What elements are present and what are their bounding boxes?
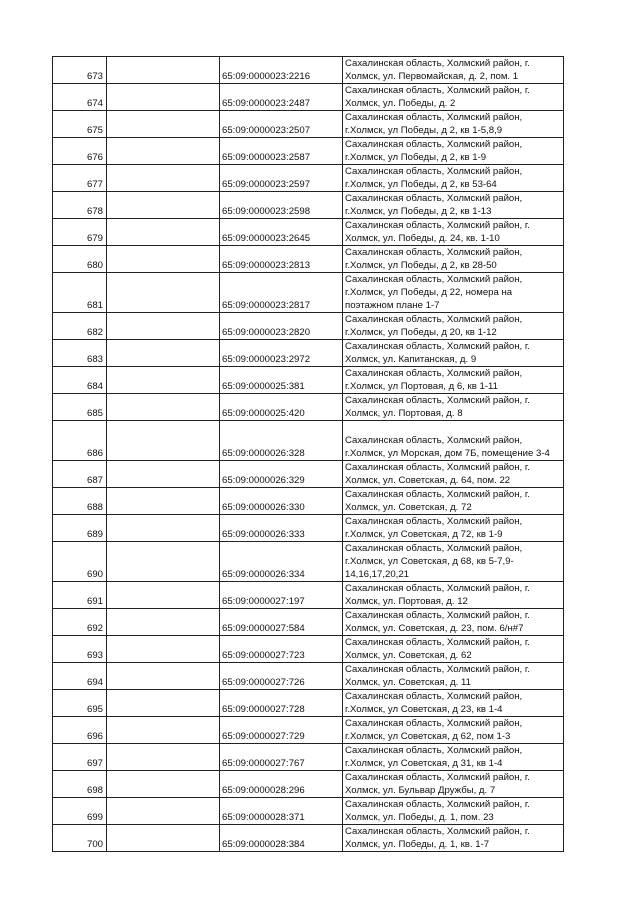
row-number-cell: 689: [53, 515, 107, 542]
row-number-cell: 693: [53, 636, 107, 663]
address-cell: [343, 313, 564, 340]
table-row: [53, 367, 564, 394]
row-number-cell: 700: [53, 825, 107, 852]
address-line: Сахалинская область, Холмский район,: [345, 435, 523, 446]
address-line: Холмск, ул. Портовая, д. 12: [345, 596, 468, 607]
address-line: Сахалинская область, Холмский район,: [345, 274, 523, 285]
cadastral-number-cell: 65:09:0000028:296: [220, 771, 343, 798]
table-row: [53, 138, 564, 165]
row-number-cell: 690: [53, 542, 107, 582]
row-number-cell: 691: [53, 582, 107, 609]
cadastral-number-cell: 65:09:0000027:728: [220, 690, 343, 717]
address-line: Сахалинская область, Холмский район, г.: [345, 799, 530, 810]
address-line: г.Холмск, ул Советская, д 23, кв 1-4: [345, 704, 503, 715]
row-number-cell: 680: [53, 246, 107, 273]
cadastral-number-cell: 65:09:0000026:329: [220, 461, 343, 488]
address-line: Сахалинская область, Холмский район, г.: [345, 341, 530, 352]
row-number-cell: 678: [53, 192, 107, 219]
property-registry-table: [52, 56, 564, 852]
table-row: [53, 771, 564, 798]
address-line: Сахалинская область, Холмский район, г.: [345, 395, 530, 406]
empty-cell: [107, 717, 220, 744]
cadastral-number-cell: 65:09:0000027:729: [220, 717, 343, 744]
cadastral-number-cell: 65:09:0000026:333: [220, 515, 343, 542]
empty-cell: [107, 663, 220, 690]
address-line: Холмск, ул. Советская, д. 23, пом. 6/н#7: [345, 623, 524, 634]
address-cell: [343, 192, 564, 219]
empty-cell: [107, 273, 220, 313]
address-line: Сахалинская область, Холмский район, г.: [345, 610, 530, 621]
address-cell: [343, 663, 564, 690]
address-cell: [343, 340, 564, 367]
address-cell: [343, 717, 564, 744]
cadastral-number-cell: 65:09:0000028:371: [220, 798, 343, 825]
table-row: [53, 717, 564, 744]
empty-cell: [107, 111, 220, 138]
address-line: г.Холмск, ул Победы, д 22, номера на: [345, 287, 513, 298]
cadastral-number-cell: 65:09:0000023:2487: [220, 84, 343, 111]
empty-cell: [107, 515, 220, 542]
row-number-cell: 695: [53, 690, 107, 717]
table-row: [53, 165, 564, 192]
empty-cell: [107, 771, 220, 798]
table-row: [53, 488, 564, 515]
table-row: [53, 273, 564, 313]
address-line: Сахалинская область, Холмский район, г.: [345, 637, 530, 648]
address-line: Холмск, ул. Советская, д. 72: [345, 502, 472, 513]
address-line: Холмск, ул. Советская, д. 11: [345, 677, 471, 688]
table-row: [53, 192, 564, 219]
table-row: [53, 111, 564, 138]
address-line: поэтажном плане 1-7: [345, 300, 440, 311]
empty-cell: [107, 394, 220, 421]
row-number-cell: 692: [53, 609, 107, 636]
empty-cell: [107, 219, 220, 246]
cadastral-number-cell: 65:09:0000023:2645: [220, 219, 343, 246]
address-line: Холмск, ул. Победы, д. 1, пом. 23: [345, 812, 494, 823]
address-line: Холмск, ул. Бульвар Дружбы, д. 7: [345, 785, 496, 796]
table-row: [53, 542, 564, 582]
empty-cell: [107, 461, 220, 488]
address-line: Сахалинская область, Холмский район,: [345, 112, 523, 123]
address-line: Холмск, ул. Советская, д. 64, пом. 22: [345, 475, 511, 486]
address-line: г.Холмск, ул Советская, д 62, пом 1-3: [345, 731, 511, 742]
row-number-cell: 677: [53, 165, 107, 192]
cadastral-number-cell: 65:09:0000027:723: [220, 636, 343, 663]
address-cell: [343, 771, 564, 798]
row-number-cell: 675: [53, 111, 107, 138]
address-cell: [343, 825, 564, 852]
address-line: Сахалинская область, Холмский район,: [345, 718, 523, 729]
address-line: Сахалинская область, Холмский район, г.: [345, 85, 530, 96]
address-line: г.Холмск, ул Победы, д 2, кв 1-9: [345, 152, 487, 163]
address-cell: [343, 636, 564, 663]
row-number-cell: 681: [53, 273, 107, 313]
empty-cell: [107, 367, 220, 394]
address-line: г.Холмск, ул Победы, д 20, кв 1-12: [345, 327, 497, 338]
empty-cell: [107, 582, 220, 609]
table-row: [53, 690, 564, 717]
cadastral-number-cell: 65:09:0000026:334: [220, 542, 343, 582]
cadastral-number-cell: 65:09:0000023:2813: [220, 246, 343, 273]
address-line: Холмск, ул. Портовая, д. 8: [345, 408, 463, 419]
cadastral-number-cell: 65:09:0000023:2820: [220, 313, 343, 340]
address-line: Сахалинская область, Холмский район,: [345, 314, 523, 325]
empty-cell: [107, 421, 220, 461]
table-row: [53, 421, 564, 461]
table-row: [53, 825, 564, 852]
address-line: Сахалинская область, Холмский район,: [345, 543, 523, 554]
address-cell: [343, 111, 564, 138]
cadastral-number-cell: 65:09:0000025:381: [220, 367, 343, 394]
address-cell: [343, 488, 564, 515]
empty-cell: [107, 165, 220, 192]
address-line: Холмск, ул. Победы, д. 2: [345, 98, 456, 109]
address-line: Сахалинская область, Холмский район,: [345, 368, 523, 379]
address-line: Холмск, ул. Советская, д. 62: [345, 650, 472, 661]
address-line: г.Холмск, ул Советская, д 68, кв 5-7,9-: [345, 556, 514, 567]
address-cell: [343, 367, 564, 394]
address-line: Сахалинская область, Холмский район, г.: [345, 583, 530, 594]
row-number-cell: 687: [53, 461, 107, 488]
cadastral-number-cell: 65:09:0000026:328: [220, 421, 343, 461]
cadastral-number-cell: 65:09:0000027:726: [220, 663, 343, 690]
address-cell: [343, 690, 564, 717]
address-line: Сахалинская область, Холмский район, г.: [345, 462, 530, 473]
row-number-cell: 679: [53, 219, 107, 246]
address-line: Сахалинская область, Холмский район, г.: [345, 220, 530, 231]
address-cell: [343, 57, 564, 84]
row-number-cell: 686: [53, 421, 107, 461]
address-cell: [343, 542, 564, 582]
table-row: [53, 313, 564, 340]
table-row: [53, 219, 564, 246]
row-number-cell: 685: [53, 394, 107, 421]
empty-cell: [107, 488, 220, 515]
address-line: Сахалинская область, Холмский район,: [345, 193, 523, 204]
address-cell: [343, 582, 564, 609]
address-line: Сахалинская область, Холмский район, г.: [345, 664, 530, 675]
address-line: г.Холмск, ул Победы, д 2, кв 53-64: [345, 179, 497, 190]
registry-body: [53, 57, 564, 852]
table-row: [53, 394, 564, 421]
table-row: [53, 663, 564, 690]
table-row: [53, 461, 564, 488]
row-number-cell: 688: [53, 488, 107, 515]
address-line: Холмск, ул. Капитанская, д. 9: [345, 354, 477, 365]
row-number-cell: 676: [53, 138, 107, 165]
address-cell: [343, 273, 564, 313]
address-cell: [343, 515, 564, 542]
empty-cell: [107, 340, 220, 367]
row-number-cell: 673: [53, 57, 107, 84]
address-line: Сахалинская область, Холмский район, г.: [345, 772, 530, 783]
row-number-cell: 674: [53, 84, 107, 111]
row-number-cell: 696: [53, 717, 107, 744]
address-line: Холмск, ул. Победы, д. 24, кв. 1-10: [345, 233, 500, 244]
address-cell: [343, 798, 564, 825]
table-row: [53, 57, 564, 84]
address-line: Сахалинская область, Холмский район, г.: [345, 489, 530, 500]
empty-cell: [107, 609, 220, 636]
table-row: [53, 84, 564, 111]
empty-cell: [107, 798, 220, 825]
address-line: г.Холмск, ул Победы, д 2, кв 1-13: [345, 206, 492, 217]
address-line: г.Холмск, ул Морская, дом 7Б, помещение 3-4: [345, 448, 550, 459]
empty-cell: [107, 246, 220, 273]
address-cell: [343, 394, 564, 421]
cadastral-number-cell: 65:09:0000023:2507: [220, 111, 343, 138]
table-row: [53, 515, 564, 542]
empty-cell: [107, 84, 220, 111]
address-cell: [343, 609, 564, 636]
empty-cell: [107, 138, 220, 165]
empty-cell: [107, 690, 220, 717]
address-line: Сахалинская область, Холмский район,: [345, 745, 523, 756]
cadastral-number-cell: 65:09:0000025:420: [220, 394, 343, 421]
cadastral-number-cell: 65:09:0000023:2597: [220, 165, 343, 192]
address-line: [345, 421, 561, 434]
address-line: Сахалинская область, Холмский район,: [345, 516, 523, 527]
address-line: Холмск, ул. Первомайская, д. 2, пом. 1: [345, 71, 519, 82]
empty-cell: [107, 313, 220, 340]
row-number-cell: 682: [53, 313, 107, 340]
cadastral-number-cell: 65:09:0000023:2598: [220, 192, 343, 219]
table-row: [53, 609, 564, 636]
address-cell: [343, 138, 564, 165]
cadastral-number-cell: 65:09:0000023:2216: [220, 57, 343, 84]
empty-cell: [107, 744, 220, 771]
address-cell: [343, 246, 564, 273]
address-line: Сахалинская область, Холмский район,: [345, 166, 523, 177]
cadastral-number-cell: 65:09:0000027:767: [220, 744, 343, 771]
address-cell: [343, 461, 564, 488]
row-number-cell: 694: [53, 663, 107, 690]
table-row: [53, 798, 564, 825]
address-cell: [343, 84, 564, 111]
row-number-cell: 684: [53, 367, 107, 394]
address-line: г.Холмск, ул Портовая, д 6, кв 1-11: [345, 381, 498, 392]
address-line: Сахалинская область, Холмский район, г.: [345, 826, 530, 837]
row-number-cell: 698: [53, 771, 107, 798]
cadastral-number-cell: 65:09:0000027:584: [220, 609, 343, 636]
address-line: г.Холмск, ул Советская, д 72, кв 1-9: [345, 529, 503, 540]
cadastral-number-cell: 65:09:0000023:2817: [220, 273, 343, 313]
row-number-cell: 699: [53, 798, 107, 825]
cadastral-number-cell: 65:09:0000023:2972: [220, 340, 343, 367]
row-number-cell: 697: [53, 744, 107, 771]
empty-cell: [107, 192, 220, 219]
empty-cell: [107, 57, 220, 84]
empty-cell: [107, 825, 220, 852]
address-line: г.Холмск, ул Советская, д 31, кв 1-4: [345, 758, 503, 769]
cadastral-number-cell: 65:09:0000027:197: [220, 582, 343, 609]
address-line: Сахалинская область, Холмский район, г.: [345, 58, 530, 69]
cadastral-number-cell: 65:09:0000028:384: [220, 825, 343, 852]
address-line: г.Холмск, ул Победы, д 2, кв 1-5,8,9: [345, 125, 503, 136]
address-line: Сахалинская область, Холмский район,: [345, 691, 523, 702]
table-row: [53, 246, 564, 273]
address-line: Сахалинская область, Холмский район,: [345, 139, 523, 150]
table-row: [53, 582, 564, 609]
address-line: Холмск, ул. Победы, д. 1, кв. 1-7: [345, 839, 490, 850]
row-number-cell: 683: [53, 340, 107, 367]
table-row: [53, 744, 564, 771]
address-cell: [343, 219, 564, 246]
cadastral-number-cell: 65:09:0000026:330: [220, 488, 343, 515]
address-line: г.Холмск, ул Победы, д 2, кв 28-50: [345, 260, 497, 271]
address-line: 14,16,17,20,21: [345, 569, 410, 580]
address-cell: [343, 421, 564, 461]
empty-cell: [107, 636, 220, 663]
address-cell: [343, 744, 564, 771]
address-line: Сахалинская область, Холмский район,: [345, 247, 523, 258]
table-row: [53, 340, 564, 367]
cadastral-number-cell: 65:09:0000023:2587: [220, 138, 343, 165]
empty-cell: [107, 542, 220, 582]
address-cell: [343, 165, 564, 192]
table-row: [53, 636, 564, 663]
